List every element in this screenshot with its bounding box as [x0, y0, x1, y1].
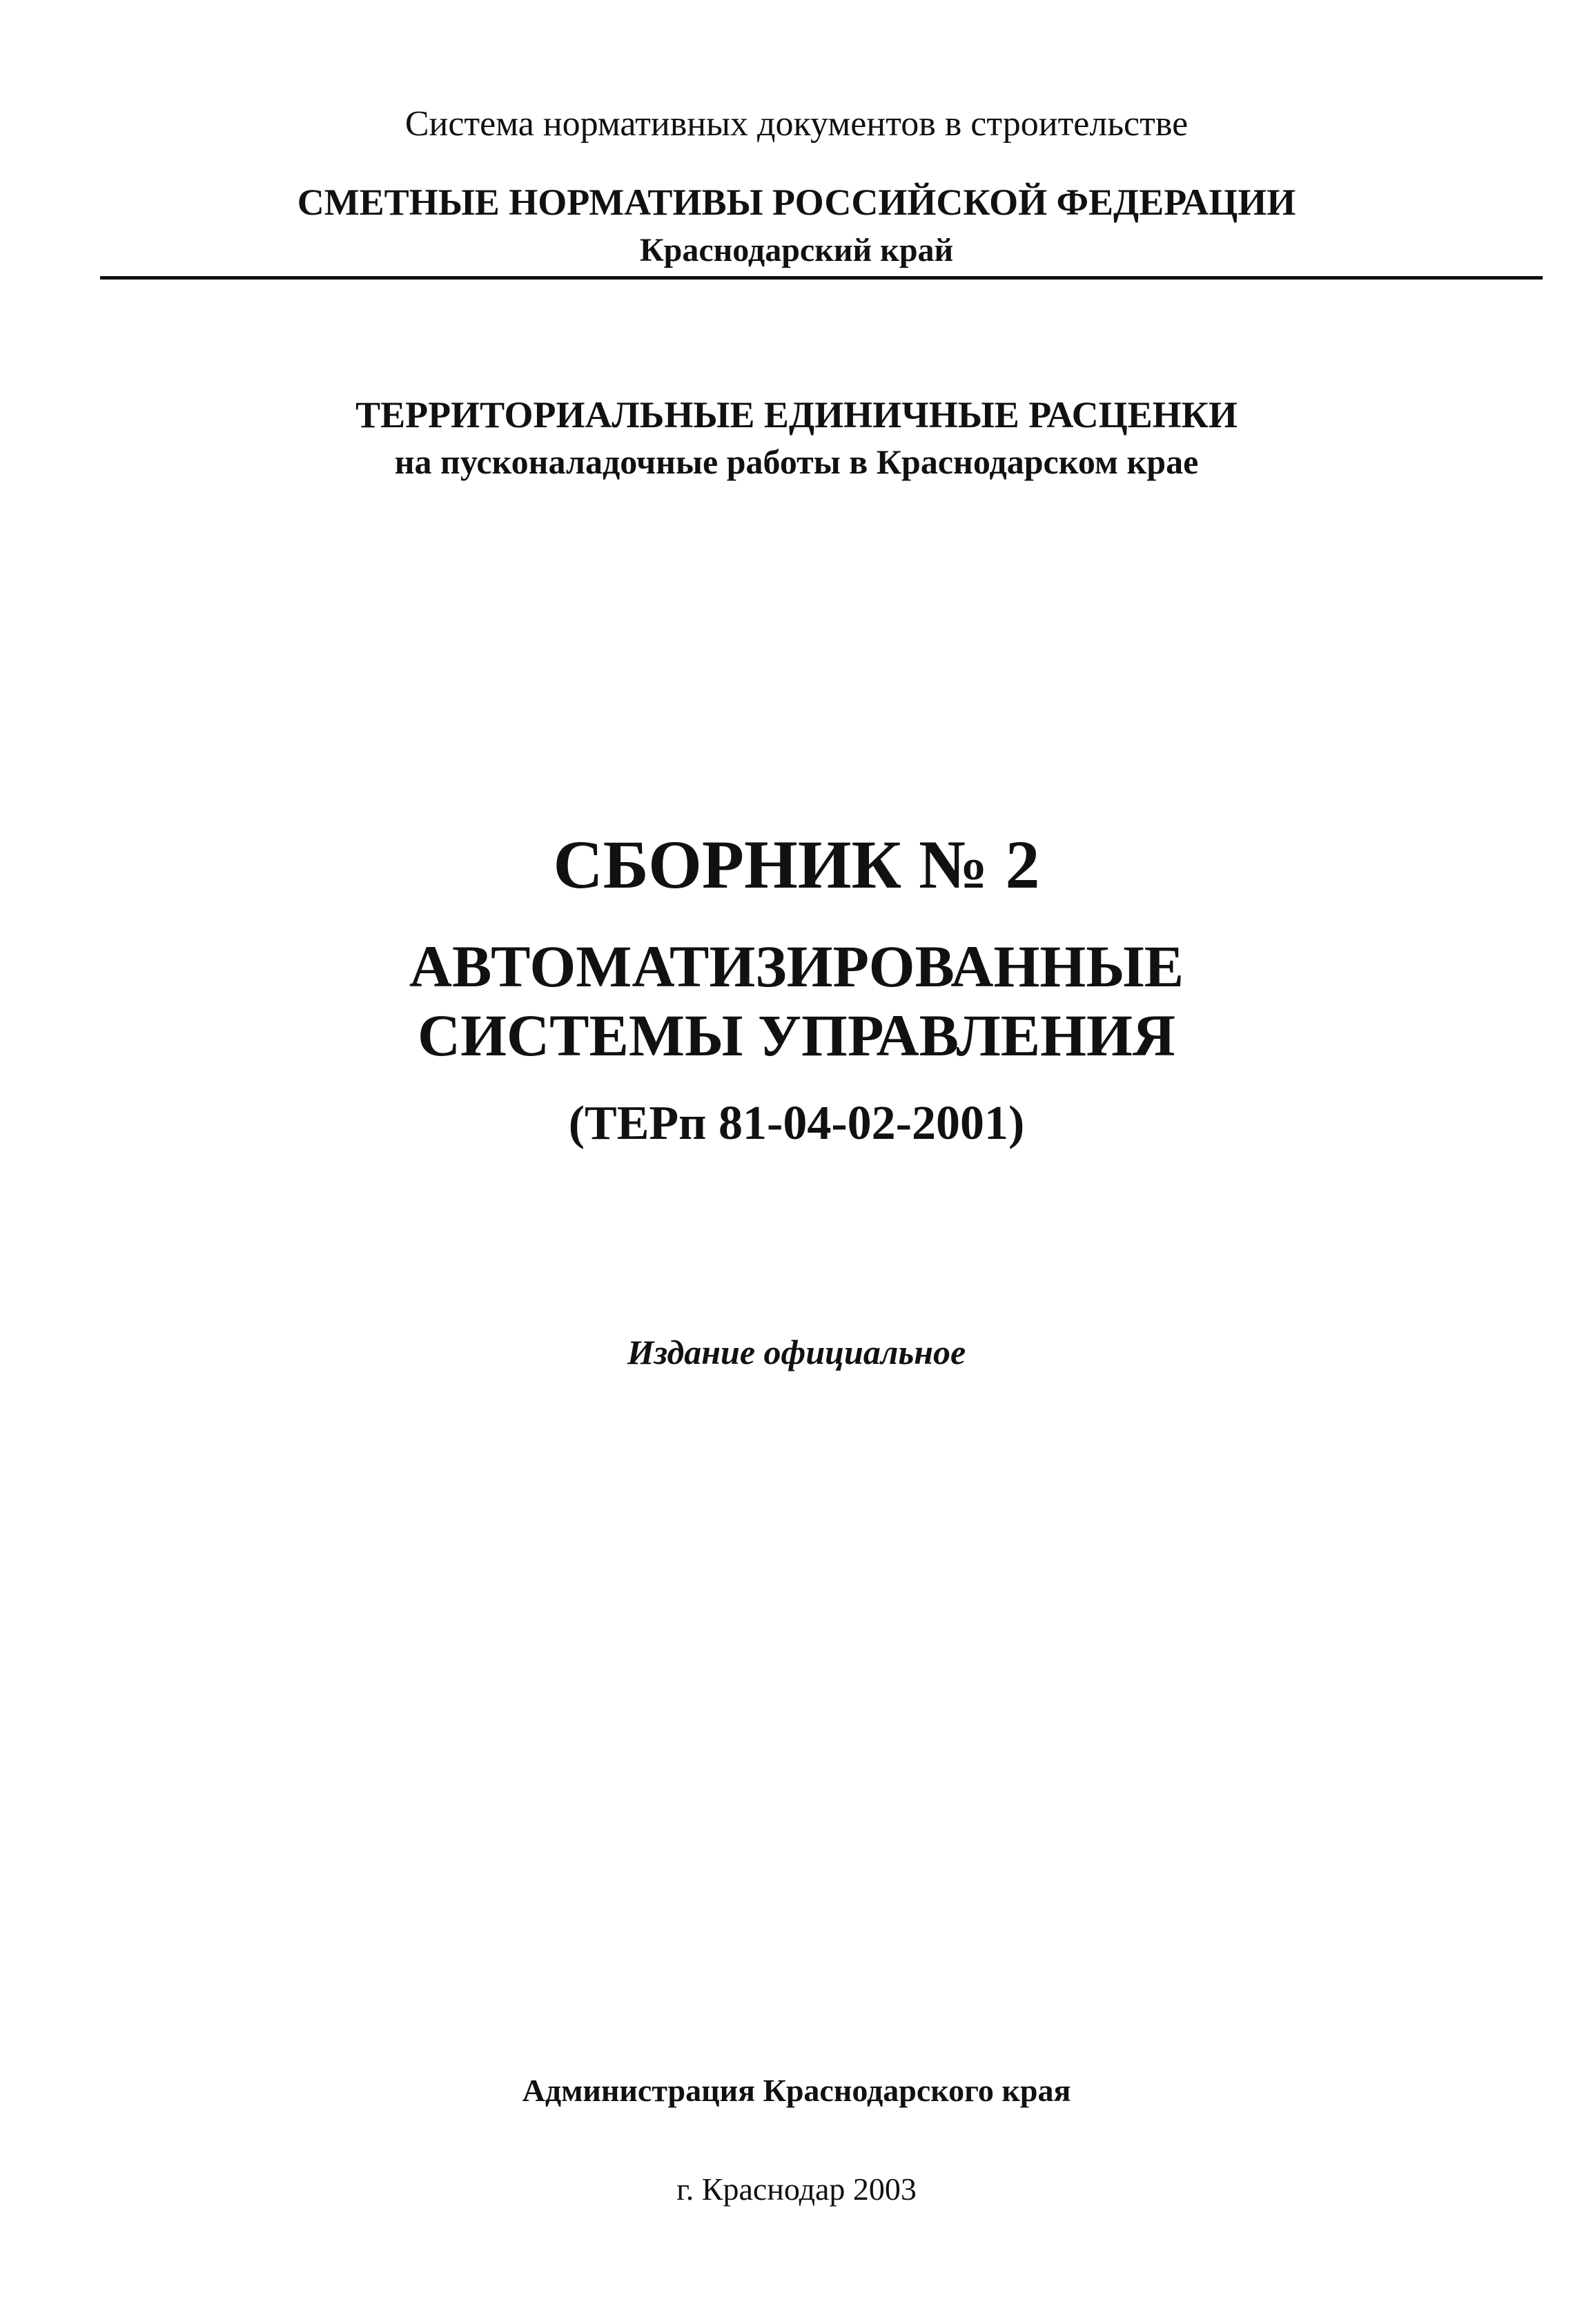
collection-topic-line-1: АВТОМАТИЗИРОВАННЫЕ — [409, 933, 1184, 999]
rates-subtitle: на пусконаладочные работы в Краснодарском крае — [394, 442, 1199, 481]
publisher: Администрация Краснодарского края — [522, 2073, 1071, 2108]
header-divider — [100, 276, 1543, 280]
rates-title: ТЕРРИТОРИАЛЬНЫЕ ЕДИНИЧНЫЕ РАСЦЕНКИ — [355, 394, 1238, 436]
federal-title: СМЕТНЫЕ НОРМАТИВЫ РОССИЙСКОЙ ФЕДЕРАЦИИ — [297, 182, 1296, 223]
city-year: г. Краснодар 2003 — [676, 2171, 917, 2207]
series-title: Система нормативных документов в строительстве — [404, 104, 1189, 144]
document-code: (ТЕРп 81-04-02-2001) — [568, 1097, 1025, 1150]
edition-note: Издание официальное — [627, 1333, 966, 1371]
region-name: Краснодарский край — [639, 232, 954, 268]
collection-topic-line-2: СИСТЕМЫ УПРАВЛЕНИЯ — [417, 1002, 1175, 1068]
collection-number: СБОРНИК № 2 — [553, 826, 1040, 903]
